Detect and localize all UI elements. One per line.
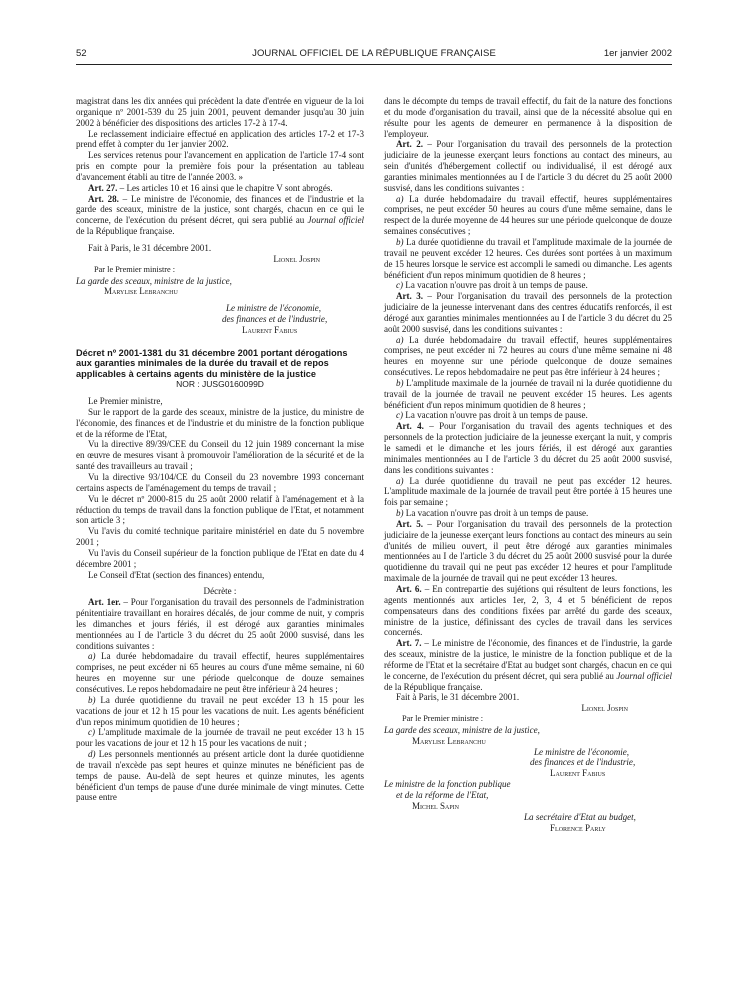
signatory-title: Le ministre de l'économie,	[534, 746, 630, 757]
article-text: – Le ministre de l'économie, des finances et de l'industrie et la garde des sceaux, ministre de la justice, sont chargés, chacun en ce qui le concerne, de l'exécution du présent décret, qui sera publié au	[76, 193, 364, 226]
article-text-end: de la République française.	[384, 681, 483, 692]
item-text: La durée quotidienne du travail et l'amplitude maximale de la journée de travail ne peuvent excéder 12 heures. Ces durées sont portées à un maximum de 15 heures lorsque le service est accompli le samedi ou dimanche. Les agents bénéficient d'un repos minimum quotidien de 8 heures ;	[384, 236, 672, 280]
article-label: Art. 7.	[396, 638, 422, 649]
signatory-name: Marylise Lebranchu	[412, 735, 486, 746]
fait-a-paris: Fait à Paris, le 31 décembre 2001.	[88, 242, 212, 253]
item-text: La vacation n'ouvre pas droit à un temps de pause.	[403, 280, 588, 291]
signatory-name: Marylise Lebranchu	[104, 286, 178, 297]
par-premier-ministre: Par le Premier ministre :	[402, 714, 484, 724]
item-label: a)	[396, 334, 404, 345]
article-7	[384, 638, 672, 692]
item-text: La durée quotidienne du travail ne peut pas excéder 12 heures. L'amplitude maximale de la journée de travail peut être portée à 15 heures une fois par semaine ;	[384, 475, 672, 508]
item-text: La durée hebdomadaire du travail effectif, heures supplémentaires comprises, ne peut excéder ni 65 heures au cours d'une même semaine, ni 60 heures en moyenne sur une période quelconque de douze semaines consécutives. Le repos hebdomadaire ne peut être inférieur à 24 heures ;	[76, 651, 364, 694]
item-text: La durée hebdomadaire du travail effectif, heures supplémentaires comprises, ne peut excéder 50 heures au cours d'une même semaine, dans le respect de la durée moyenne de 44 heures sur une période quelconque de douze semaines consécutives ;	[384, 193, 672, 237]
par-premier-ministre: Par le Premier ministre :	[94, 264, 176, 274]
signatory-title: des finances et de l'industrie,	[222, 314, 328, 325]
fait-a-paris: Fait à Paris, le 31 décembre 2001.	[396, 692, 520, 703]
article-1	[76, 597, 364, 651]
list-item	[384, 280, 672, 291]
list-item	[384, 237, 672, 280]
decrete: Décrète :	[203, 586, 237, 597]
item-label: b)	[396, 508, 404, 519]
article-text: – Pour l'organisation du travail des personnels de la protection judiciaire de la jeunesse intervenant dans des centres éducatifs renforcés, il est dérogé aux garanties minimales mentionnées au I de l'article 3 du décret du 25 août 2000 susvisé, dans les conditions suivantes :	[384, 291, 672, 334]
article-label: Art. 4.	[396, 421, 424, 432]
article-text: – Pour l'organisation du travail des personnels de la protection judiciaire de la jeunesse exerçant leurs fonctions au contact des mineurs au sein d'unités de milieu ouvert, il peut être dérogé aux garanties minimales mentionnées au I de l'article 3 du décret du 25 août 2000 susvisé pour la durée quotidienne du travail qui ne peut pas excéder 12 heures et pour l'amplitude maximale de la journée de travail qui ne peut excéder 13 heures.	[384, 518, 672, 584]
item-label: d)	[88, 749, 96, 760]
page-header	[76, 48, 672, 62]
right-column	[384, 96, 672, 833]
article-text: – Pour l'organisation du travail des personnels de l'administration pénitentiaire travaillant en horaires décalés, de jour comme de nuit, y compris les dimanches et jours fériés, il est dérogé aux garanties minimales mentionnées au I de l'article 3 du décret du 25 août 2000 susvisé, dans les conditions suivantes :	[76, 597, 364, 651]
signatory-name: Michel Sapin	[412, 800, 460, 811]
item-label: b)	[88, 694, 96, 705]
item-label: c)	[396, 280, 404, 291]
article-text: – Les articles 10 et 16 ainsi que le chapitre V sont abrogés.	[117, 182, 333, 193]
signatory-name: Florence Parly	[550, 822, 606, 833]
article-label: Art. 1er.	[88, 597, 121, 608]
journal-ref: Journal officiel	[616, 670, 672, 681]
list-item	[76, 651, 364, 694]
list-item	[76, 727, 364, 749]
article-text: – Pour l'organisation du travail des personnels de la protection judiciaire de la jeunesse exerçant leurs fonctions au contact des mineurs, au sein d'unités d'hébergement collectif ou individualisé, il est dérogé aux garanties minimales mentionnées au I de l'article 3 du décret du 25 août 2000 susvisé, dans les conditions suivantes :	[384, 139, 672, 193]
article-text: – Le ministre de l'économie, des finances et de l'industrie, la garde des sceaux, ministre de la justice, le ministre de la fonction publique et de la réforme de l'Etat et la secrétaire d'Etat au budget sont chargés, chacun en ce qui le concerne, de l'exécution du présent décret, qui sera publié au	[384, 638, 673, 681]
signatory-title: et de la réforme de l'Etat,	[396, 790, 489, 800]
signatory-name: Laurent Fabius	[242, 324, 298, 335]
article-text: – Pour l'organisation du travail des agents techniques et des personnels de la protection judiciaire de la jeunesse exerçant la nuit, y compris le samedi et le dimanche et les jours fériés, il est dérogé aux garanties minimales mentionnées au I de l'article 3 du décret du 25 août 2000 susvisé, dans les conditions suivantes :	[384, 421, 672, 475]
article-4	[384, 421, 672, 475]
item-text: Les personnels mentionnés au présent article dont la durée quotidienne de travail n'excède pas sept heures et quinze minutes ne bénéficient pas de temps de pause. Au-delà de sept heures et quinze minutes, les agents bénéficient d'un temps de pause d'une durée minimale de vingt minutes. Cette pause entre	[76, 749, 364, 803]
visa: Vu le décret nº 2000-815 du 25 août 2000 relatif à l'aménagement et à la réduction du temps de travail dans la fonction publique de l'Etat, et notamment son article 3 ;	[76, 493, 364, 526]
signatory-title: La garde des sceaux, ministre de la justice,	[76, 275, 232, 286]
article-label: Art. 3.	[396, 291, 424, 302]
article-label: Art. 5.	[396, 518, 424, 529]
list-item	[384, 508, 672, 519]
visa: Vu la directive 89/39/CEE du Conseil du 12 juin 1989 concernant la mise en œuvre de mesures visant à promouvoir l'amélioration de la sécurité et de la santé des travailleurs au travail ;	[76, 439, 364, 472]
article-text: – En contrepartie des sujétions qui résultent de leurs fonctions, les agents mentionnés aux articles 1er, 2, 3, 4 et 5 bénéficient de repos compensateurs dans des conditions fixées par arrêté du garde des sceaux, ministre de la justice, définissant des cycles de travail dans les services concernés.	[384, 583, 672, 638]
left-column	[76, 96, 364, 803]
journal-ref: Journal officiel	[307, 215, 364, 226]
decree-title: Décret nº 2001-1381 du 31 décembre 2001 portant dérogations aux garanties minimales de la durée du travail et de repos applicables à certains agents du ministère de la justice	[76, 347, 348, 379]
article-28	[76, 194, 364, 237]
visa: Le Conseil d'Etat (section des finances) entendu,	[88, 569, 265, 580]
article-label: Art. 2.	[396, 139, 424, 150]
article-2	[384, 139, 672, 193]
article-3	[384, 291, 672, 334]
signatory-title: des finances et de l'industrie,	[530, 757, 636, 768]
item-text: L'amplitude maximale de la journée de travail ne peut excéder 13 h 15 pour les vacations de jour et 12 h 15 pour les vacations de nuit ;	[76, 727, 364, 749]
item-label: b)	[396, 377, 404, 388]
article-label: Art. 28.	[88, 193, 119, 204]
item-text: La vacation n'ouvre pas droit à un temps de pause.	[403, 410, 588, 421]
item-label: a)	[396, 193, 404, 204]
list-item	[384, 378, 672, 411]
list-item	[384, 335, 672, 378]
journal-title: JOURNAL OFFICIEL DE LA RÉPUBLIQUE FRANÇAISE	[252, 48, 496, 59]
item-text: La vacation n'ouvre pas droit à un temps de pause.	[403, 508, 589, 519]
list-item	[76, 695, 364, 728]
paragraph: magistrat dans les dix années qui précèdent la date d'entrée en vigueur de la loi organique nº 2001-539 du 25 juin 2001, peuvent demander jusqu'au 30 juin 2002 à bénéficier des dispositions des articles 17-2 à 17-4.	[76, 96, 364, 128]
page-number: 52	[76, 48, 87, 59]
item-label: a)	[396, 475, 404, 486]
issue-date: 1er janvier 2002	[603, 48, 672, 59]
item-text: La durée quotidienne du travail ne peut excéder 13 h 15 pour les vacations de jour et 12 h 15 pour les vacations de nuit. Les agents bénéficient d'un repos minimum quotidien de 10 heures ;	[76, 694, 364, 727]
article-label: Art. 6.	[396, 583, 422, 594]
visa: Vu l'avis du comité technique paritaire ministériel en date du 5 novembre 2001 ;	[76, 526, 364, 548]
item-label: c)	[396, 410, 404, 421]
paragraph: Les services retenus pour l'avancement en application de l'article 17-4 sont pris en compte pour la première fois pour la présentation au tableau d'avancement établi au titre de l'année 2003. »	[76, 150, 364, 182]
visa: Vu l'avis du Conseil supérieur de la fonction publique de l'Etat en date du 4 décembre 2001 ;	[76, 547, 364, 569]
header-rule	[76, 64, 672, 65]
visa: Sur le rapport de la garde des sceaux, ministre de la justice, du ministre de l'économie, des finances et de l'industrie et du ministre de la fonction publique et de la réforme de l'Etat,	[76, 406, 364, 439]
signature-jospin: Lionel Jospin	[273, 253, 320, 264]
signature-jospin: Lionel Jospin	[581, 703, 628, 714]
signatory-title: Le ministre de la fonction publique	[384, 779, 511, 790]
item-text: La durée hebdomadaire du travail effectif, heures supplémentaires comprises, ne peut excéder ni 72 heures au cours d'une même semaine ni 48 heures en moyenne sur une période quelconque de douze semaines consécutives. Le repos hebdomadaire ne peut pas être inférieur à 24 heures ;	[384, 334, 672, 378]
list-item	[384, 194, 672, 237]
paragraph: dans le décompte du temps de travail effectif, du fait de la nature des fonctions et du mode d'organisation du travail, ainsi que de la nécessité absolue qui en résulte pour les agents de demeurer en permanence à la disposition de l'employeur.	[384, 96, 672, 139]
signatory-title: La garde des sceaux, ministre de la justice,	[384, 724, 540, 735]
list-item	[384, 410, 672, 421]
article-5	[384, 519, 672, 584]
article-27	[76, 183, 364, 194]
visa: Vu la directive 93/104/CE du Conseil du 23 novembre 1993 concernant certains aspects de l'aménagement du temps de travail ;	[76, 471, 364, 493]
list-item	[384, 476, 672, 509]
paragraph: Le Premier ministre,	[88, 396, 163, 407]
item-text: L'amplitude maximale de la journée de travail ni la durée quotidienne du travail de la journée de travail ne peuvent excéder 15 heures. Les agents bénéficient d'un repos minimum quotidien de 8 heures ;	[384, 377, 672, 410]
article-6	[384, 584, 672, 638]
article-label: Art. 27.	[88, 182, 118, 193]
item-label: c)	[88, 727, 96, 738]
item-label: a)	[88, 651, 96, 662]
nor-reference: NOR : JUSG0160099D	[176, 379, 264, 390]
article-text-end: de la République française.	[76, 226, 175, 237]
signatory-name: Laurent Fabius	[550, 768, 606, 779]
item-label: b)	[396, 236, 404, 247]
list-item	[76, 749, 364, 803]
signatory-title: Le ministre de l'économie,	[226, 303, 322, 314]
paragraph: Le reclassement indiciaire effectué en application des articles 17-2 et 17-3 prend effet à compter du 1er janvier 2002.	[76, 128, 364, 150]
signatory-title: La secrétaire d'Etat au budget,	[524, 811, 636, 822]
